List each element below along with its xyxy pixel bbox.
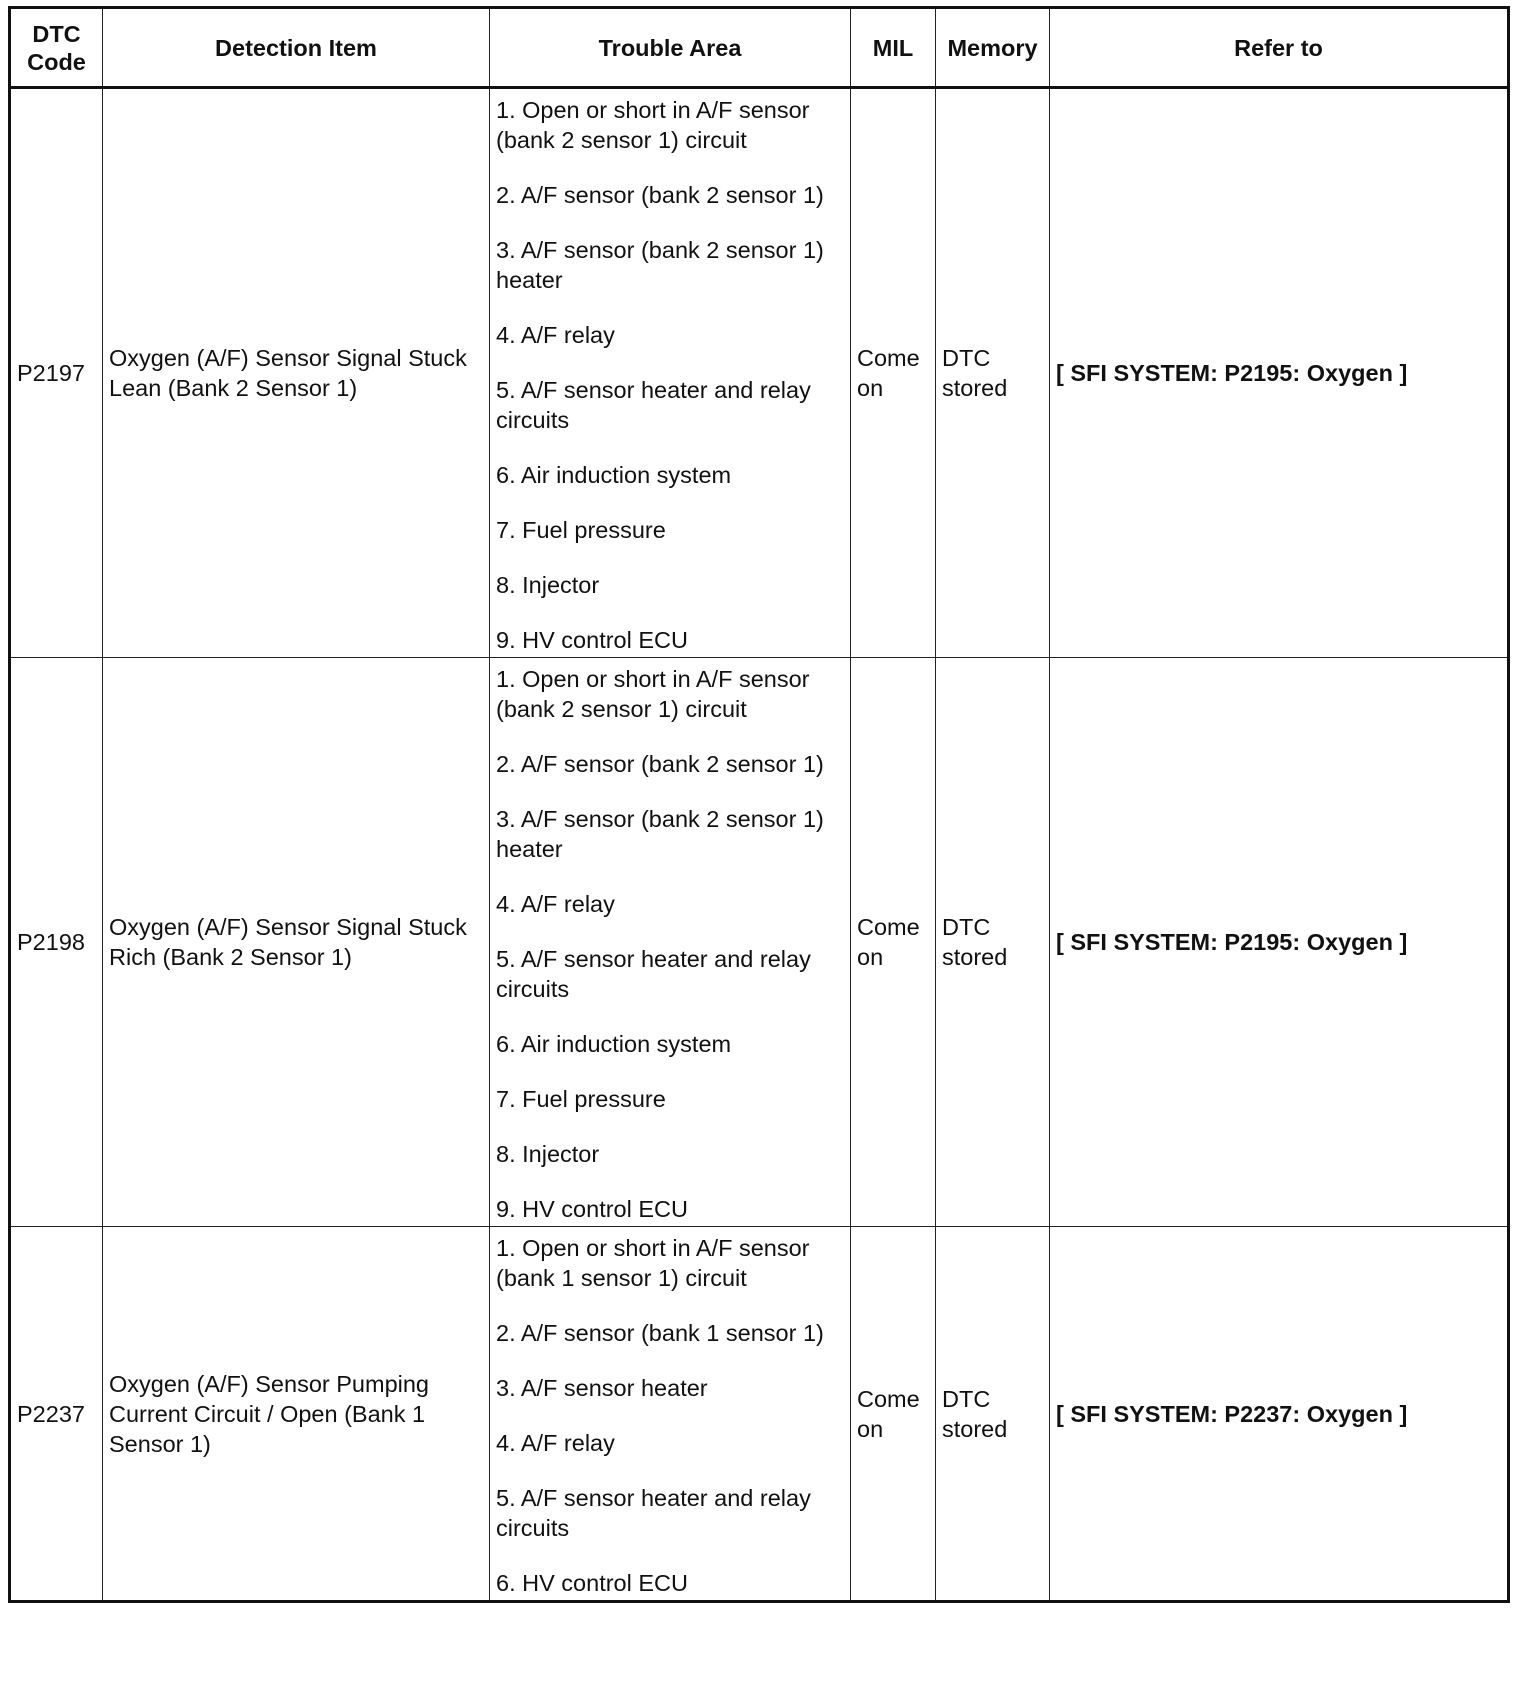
trouble-area-item: 5. A/F sensor heater and relay circuits	[496, 1485, 811, 1541]
memory-cell: DTC stored	[936, 1227, 1050, 1602]
table-row	[10, 88, 1509, 658]
table-row	[10, 658, 1509, 1227]
dtc-code-cell: P2237	[10, 1227, 103, 1602]
header-mil: MIL	[851, 8, 936, 88]
trouble-area-item: 6. HV control ECU	[496, 1570, 688, 1596]
table-header-row	[10, 8, 1509, 88]
trouble-area-item: 7. Fuel pressure	[496, 517, 666, 543]
detection-item-cell: Oxygen (A/F) Sensor Pumping Current Circuit / Open (Bank 1 Sensor 1)	[103, 1227, 490, 1602]
trouble-area-item: 6. Air induction system	[496, 1031, 732, 1057]
trouble-area-item: 1. Open or short in A/F sensor (bank 1 sensor 1) circuit	[496, 1235, 810, 1291]
detection-item-cell: Oxygen (A/F) Sensor Signal Stuck Lean (Bank 2 Sensor 1)	[103, 88, 490, 658]
refer-to-link[interactable]: [ SFI SYSTEM: P2237: Oxygen ]	[1050, 1227, 1509, 1602]
dtc-table	[8, 6, 1510, 1603]
header-dtc-code: DTC Code	[10, 8, 103, 88]
refer-to-link[interactable]: [ SFI SYSTEM: P2195: Oxygen ]	[1050, 658, 1509, 1227]
header-detection-item: Detection Item	[103, 8, 490, 88]
mil-cell: Come on	[851, 658, 936, 1227]
trouble-area-item: 3. A/F sensor (bank 2 sensor 1) heater	[496, 806, 824, 862]
memory-cell: DTC stored	[936, 88, 1050, 658]
trouble-area-item: 8. Injector	[496, 1141, 600, 1167]
trouble-area-item: 6. Air induction system	[496, 462, 732, 488]
trouble-area-item: 2. A/F sensor (bank 2 sensor 1)	[496, 182, 824, 208]
dtc-code-cell: P2197	[10, 88, 103, 658]
memory-cell: DTC stored	[936, 658, 1050, 1227]
trouble-area-item: 8. Injector	[496, 572, 600, 598]
header-trouble-area: Trouble Area	[490, 8, 851, 88]
header-refer-to: Refer to	[1050, 8, 1509, 88]
dtc-code-cell: P2198	[10, 658, 103, 1227]
trouble-area-cell	[490, 658, 851, 1227]
trouble-area-item: 2. A/F sensor (bank 1 sensor 1)	[496, 1320, 824, 1346]
refer-to-link[interactable]: [ SFI SYSTEM: P2195: Oxygen ]	[1050, 88, 1509, 658]
trouble-area-item: 5. A/F sensor heater and relay circuits	[496, 377, 811, 433]
mil-cell: Come on	[851, 1227, 936, 1602]
trouble-area-item: 3. A/F sensor (bank 2 sensor 1) heater	[496, 237, 824, 293]
trouble-area-cell	[490, 88, 851, 658]
mil-cell: Come on	[851, 88, 936, 658]
trouble-area-item: 7. Fuel pressure	[496, 1086, 666, 1112]
trouble-area-item: 4. A/F relay	[496, 891, 615, 917]
trouble-area-item: 3. A/F sensor heater	[496, 1375, 708, 1401]
trouble-area-item: 9. HV control ECU	[496, 1196, 688, 1222]
trouble-area-item: 9. HV control ECU	[496, 627, 688, 653]
trouble-area-item: 1. Open or short in A/F sensor (bank 2 sensor 1) circuit	[496, 666, 810, 722]
trouble-area-item: 1. Open or short in A/F sensor (bank 2 sensor 1) circuit	[496, 97, 810, 153]
table-row	[10, 1227, 1509, 1602]
trouble-area-cell	[490, 1227, 851, 1602]
detection-item-cell: Oxygen (A/F) Sensor Signal Stuck Rich (Bank 2 Sensor 1)	[103, 658, 490, 1227]
trouble-area-item: 2. A/F sensor (bank 2 sensor 1)	[496, 751, 824, 777]
header-memory: Memory	[936, 8, 1050, 88]
trouble-area-item: 5. A/F sensor heater and relay circuits	[496, 946, 811, 1002]
trouble-area-item: 4. A/F relay	[496, 322, 615, 348]
trouble-area-item: 4. A/F relay	[496, 1430, 615, 1456]
